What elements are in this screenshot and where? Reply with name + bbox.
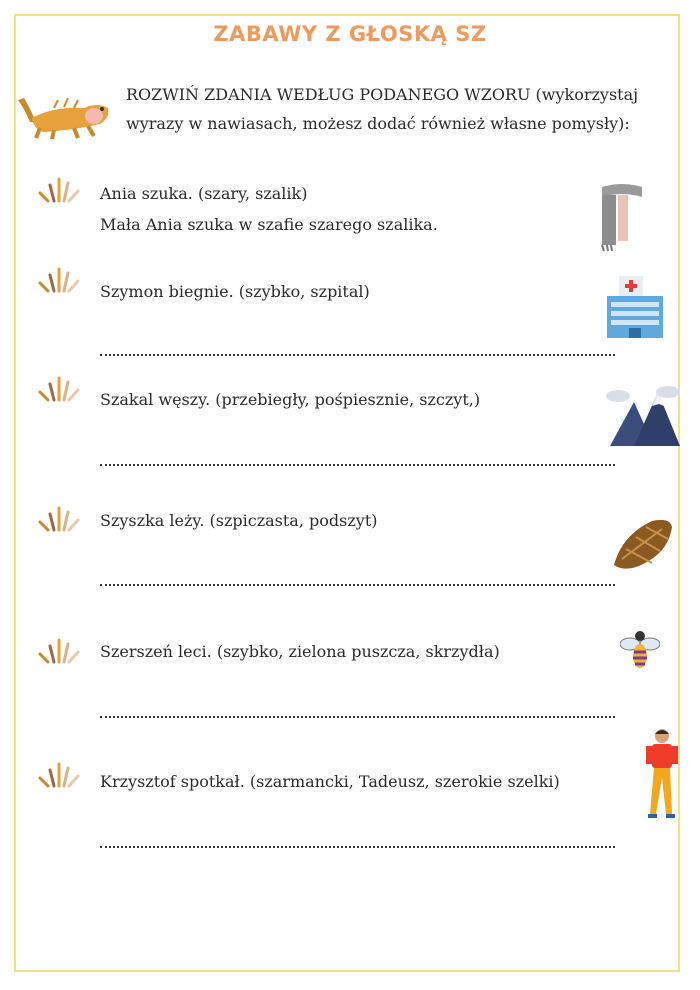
decorative-strokes-icon (36, 265, 82, 299)
answer-line[interactable] (100, 354, 615, 356)
instruction-text: ROZWIŃ ZDANIA WEDŁUG PODANEGO WZORU (wykorzystaj wyrazy w nawiasach, możesz dodać również własne pomysły): (126, 85, 639, 133)
decorative-strokes-icon (36, 636, 82, 670)
answer-line[interactable] (100, 464, 615, 466)
decorative-strokes-icon (36, 760, 82, 794)
answer-line[interactable] (100, 716, 615, 718)
answer-line[interactable] (100, 846, 615, 848)
decorative-strokes-icon (36, 374, 82, 408)
decorative-strokes-icon (36, 504, 82, 538)
lizard-icon (14, 78, 112, 140)
exercise-prompt: Szerszeń leci. (szybko, zielona puszcza, skrzydła) (100, 642, 500, 661)
hornet-icon (620, 628, 660, 672)
exercise-prompt: Szakal węszy. (przebiegły, pośpiesznie, szczyt,) (100, 390, 481, 409)
scarf-icon (596, 183, 646, 253)
answer-line[interactable] (100, 584, 615, 586)
man-icon (644, 728, 684, 820)
pinecone-icon (612, 515, 674, 569)
exercise-prompt: Szymon biegnie. (szybko, szpital) (100, 282, 370, 301)
exercise-prompt: Ania szuka. (szary, szalik) (100, 184, 308, 203)
hospital-icon (605, 276, 665, 338)
exercise-prompt: Krzysztof spotkał. (szarmancki, Tadeusz, szerokie szelki) (100, 772, 560, 791)
mountain-icon (604, 384, 682, 448)
exercise-example: Mała Ania szuka w szafie szarego szalika. (100, 215, 438, 234)
decorative-strokes-icon (36, 175, 82, 209)
page-title: ZABAWY Z GŁOSKĄ SZ (213, 22, 487, 46)
page-border (14, 14, 680, 972)
exercise-prompt: Szyszka leży. (szpiczasta, podszyt) (100, 511, 378, 530)
